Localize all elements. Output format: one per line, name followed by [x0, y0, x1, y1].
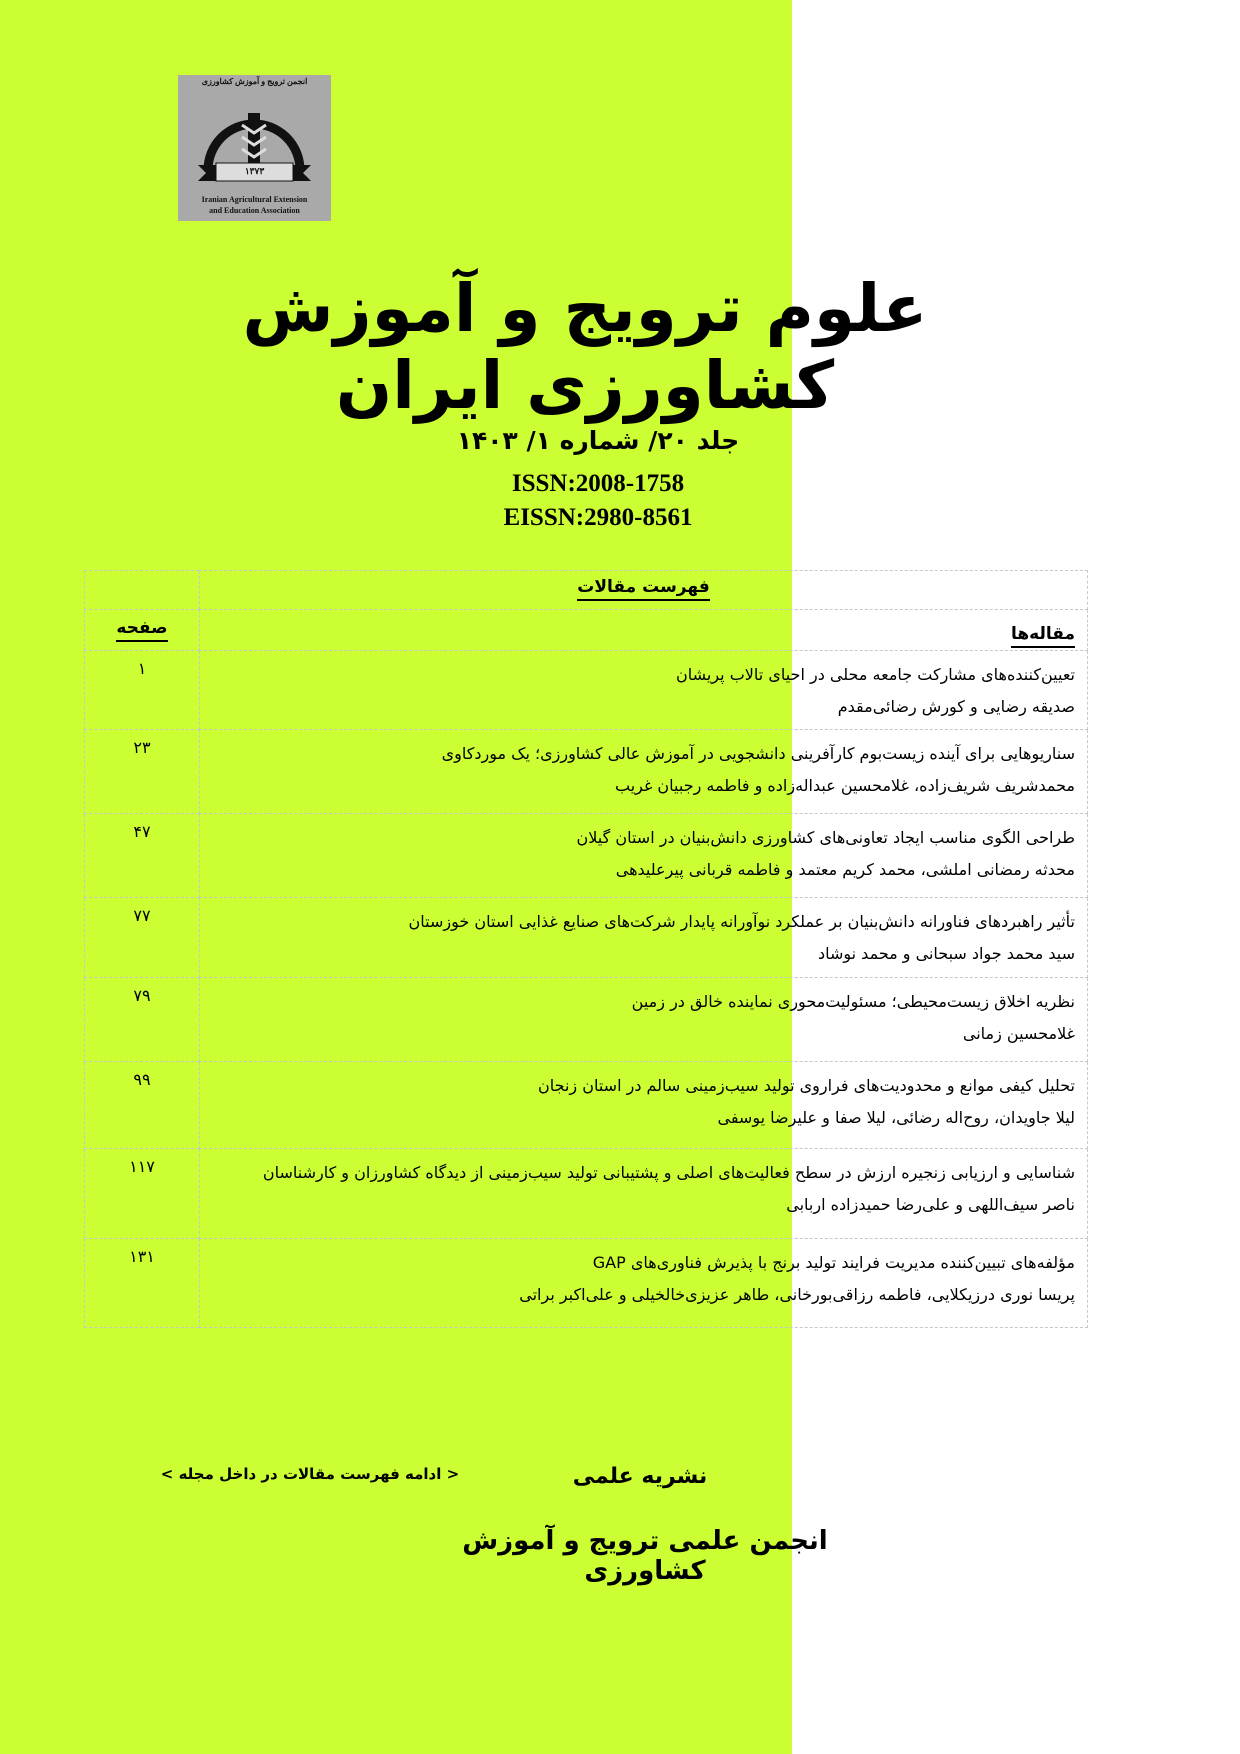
- article-title[interactable]: شناسایی و ارزیابی زنجیره ارزش در سطح فعالیت‌های اصلی و پشتیبانی تولید سیب‌زمینی از دیدگاه کشاورزان و کارشناسان: [262, 1163, 1075, 1182]
- logo-arc-text: انجمن ترویج و آموزش کشاورزی: [201, 77, 308, 86]
- article-authors: محمدشریف شریف‌زاده، غلامحسین عبداله‌زاده و فاطمه رجبیان غریب: [614, 776, 1075, 795]
- eissn: EISSN:2980-8561: [503, 504, 693, 531]
- association-name: انجمن علمی ترویج و آموزش کشاورزی: [462, 1526, 828, 1586]
- article-page: ۲۳: [85, 730, 200, 814]
- article-authors: غلامحسین زمانی: [962, 1024, 1075, 1043]
- table-of-contents: [84, 570, 1088, 1328]
- toc-row: [85, 651, 1088, 730]
- article-page: ۹۹: [85, 1062, 200, 1149]
- logo-year: ۱۳۷۳: [244, 166, 265, 176]
- article-title[interactable]: تأثیر راهبردهای فناورانه دانش‌بنیان بر عملکرد نوآورانه پایدار شرکت‌های صنایع غذایی استان خوزستان: [408, 912, 1075, 931]
- association-logo: [178, 75, 331, 221]
- article-page: ۷۹: [85, 978, 200, 1062]
- article-authors: محدثه رمضانی املشی، محمد کریم معتمد و فاطمه قربانی پیرعلیدهی: [615, 860, 1075, 879]
- article-title[interactable]: تعیین‌کننده‌های مشارکت جامعه محلی در احیای تالاب پریشان: [676, 665, 1075, 684]
- article-title[interactable]: طراحی الگوی مناسب ایجاد تعاونی‌های کشاورزی دانش‌بنیان در استان گیلان: [576, 828, 1075, 847]
- article-authors: لیلا جاویدان، روح‌اله رضائی، لیلا صفا و علیرضا یوسفی: [717, 1108, 1075, 1127]
- issn: ISSN:2008-1758: [511, 470, 685, 497]
- article-page: ۱: [85, 651, 200, 730]
- article-page: ۱۳۱: [85, 1239, 200, 1328]
- article-page: ۷۷: [85, 898, 200, 978]
- toc-row: [85, 1149, 1088, 1239]
- article-page: ۱۱۷: [85, 1149, 200, 1239]
- column-header-articles: مقاله‌ها: [1011, 624, 1075, 648]
- article-authors: سید محمد جواد سبحانی و محمد نوشاد: [817, 944, 1075, 963]
- wheat-emblem-icon: [178, 75, 331, 195]
- volume-issue: جلد ۲۰/ شماره ۱/ ۱۴۰۳: [456, 426, 740, 455]
- toc-row: [85, 730, 1088, 814]
- article-title[interactable]: مؤلفه‌های تبیین‌کننده مدیریت فرایند تولید برنج با پذیرش فناوری‌های GAP: [592, 1253, 1075, 1272]
- article-title[interactable]: سناریوهایی برای آینده زیست‌بوم کارآفرینی دانشجویی در آموزش عالی کشاورزی؛ یک موردکاوی: [441, 744, 1075, 763]
- article-authors: صدیقه رضایی و کورش رضائی‌مقدم: [837, 697, 1075, 716]
- article-title[interactable]: نظریه اخلاق زیست‌محیطی؛ مسئولیت‌محوری نماینده خالق در زمین: [631, 992, 1075, 1011]
- article-page: ۴۷: [85, 814, 200, 898]
- article-title[interactable]: تحلیل کیفی موانع و محدودیت‌های فراروی تولید سیب‌زمینی سالم در استان زنجان: [537, 1076, 1075, 1095]
- toc-row: [85, 814, 1088, 898]
- article-authors: پریسا نوری درزیکلایی، فاطمه رزاقی‌بورخانی، طاهر عزیزی‌خالخیلی و علی‌اکبر براتی: [519, 1285, 1075, 1304]
- logo-caption-2: and Education Association: [209, 206, 300, 215]
- continued-note: < ادامه فهرست مقالات در داخل مجله >: [160, 1465, 460, 1483]
- journal-title: علوم ترویج و آموزش کشاورزی ایران: [242, 270, 928, 424]
- article-authors: ناصر سیف‌اللهی و علی‌رضا حمیدزاده اربابی: [786, 1195, 1075, 1214]
- toc-row: [85, 1239, 1088, 1328]
- toc-row: [85, 898, 1088, 978]
- toc-row: [85, 1062, 1088, 1149]
- publication-type: نشریه علمی: [572, 1464, 708, 1489]
- toc-heading: فهرست مقالات: [577, 577, 709, 601]
- column-header-page: صفحه: [116, 618, 167, 642]
- toc-row: [85, 978, 1088, 1062]
- logo-caption-1: Iranian Agricultural Extension: [201, 195, 308, 204]
